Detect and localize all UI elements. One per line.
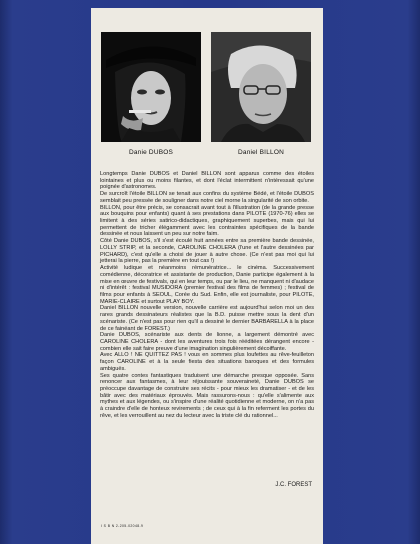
body-text: [100, 171, 314, 420]
paragraph: De surcroît l'étoile BILLON se tenait aux confins du système Bédé, et l'étoile DUBOS semblait peu pressée de souligner dans notre ciel morne la singularité de son orbite.: [100, 191, 314, 204]
paragraph: Côté Danie DUBOS, s'il s'est écoulé huit années entre sa première bande dessinée, LOLLY STRIP, et la seconde, CAROLINE CHOLERA (l'une et l'autre dessinées par PICHARD), c'est qu'elle a choisi de jouer à autre chose. (Ce n'est pas moi qui lui jetterai la pierre, pas la première en tout cas !): [100, 238, 314, 265]
paragraph: Daniel BILLON nouvelle version, nouvelle carrière est aujourd'hui selon moi un des rares grands dessinateurs réalistes que la B.D. puisse mettre sous la dent d'un scénariste. (Ce n'est pas pour rien qu'il a dessiné le dernier BARBARELLA à la place de ce fainéant de FOREST.): [100, 305, 314, 332]
text-panel: [91, 8, 323, 544]
caption-dubos: Danie DUBOS: [128, 149, 174, 156]
portrait-dubos-image: [101, 32, 201, 142]
author-photo-dubos: [101, 32, 201, 142]
signature: J.C. FOREST: [275, 482, 312, 488]
author-photo-billon: [211, 32, 311, 142]
paragraph: Avec ALLO ! NE QUITTEZ PAS ! vous en sommes plus loufettes au rêve-feuilleton façon CAROLINE et à la seule fiesta des situations baroques et des formules ambiguës.: [100, 352, 314, 372]
paragraph: BILLON, pour être précis, se consacrait avant tout à l'illustration (de la grande presse aux bouquins pour enfants) quant à ses prestations dans PILOTE (1970-76) elles se limitent à des séries satirico-didactiques, graphiquement superbes, mais qui lui permettent de tricher élégamment avec les contraintes spécifiques de la bande dessinée et nous laissent un peu sur notre faim.: [100, 204, 314, 238]
isbn: I S B N 2-205-02048-9: [101, 524, 144, 528]
portrait-billon-image: [211, 32, 311, 142]
caption-billon: Daniel BILLON: [238, 149, 284, 156]
paragraph: Danie DUBOS, scénariste aux dents de lionne, a largement démontré avec CAROLINE CHOLERA - dont les aventures trois fois rééditées dérangent encore - combien elle sait faire preuve d'une imagination singulièrement décoiffante.: [100, 332, 314, 352]
paragraph: Activité ludique et néanmoins rémunératrice... le cinéma. Successivement comédienne, décoratrice et assistante de production, Danie participe également à la mise en œuvre de festivals, qui en leur temps, ou par le lieu, ne manquent ni d'audace ni d'intérêt : festival MUSIDORA (premier festival des films de femmes) ; festival de films pour enfants à SEOUL, Corée du Sud. Enfin, elle est journaliste, pour PILOTE, MARIE-CLAIRE et surtout PLAY BOY.: [100, 265, 314, 305]
paragraph: Longtemps Danie DUBOS et Daniel BILLON sont apparus comme des étoiles lointaines et plus ou moins filantes, et dont l'éclat intermittent n'intéressait qu'une poignée d'astronomes.: [100, 171, 314, 191]
paragraph: Ses quatre contes fantastiques traduisent une démarche presque opposée. Sans renoncer aux fantasmes, à leur réjouissante souveraineté, Danie DUBOS se préoccupe davantage de construire ses récits - pour mieux les dramatiser - et de les bâtir avec des matériaux éprouvés. Mais rassurons-nous : qu'elle s'alimente aux mythes et aux légendes, ou s'inspire d'une réalité quotidienne et moderne, on n'a pas à craindre d'elle de honteux revirements ; de ceux qui à la fin referment les portes du rêve, et les verrouillent au nez du lecteur avec la triste clé du rationnel...: [100, 372, 314, 419]
